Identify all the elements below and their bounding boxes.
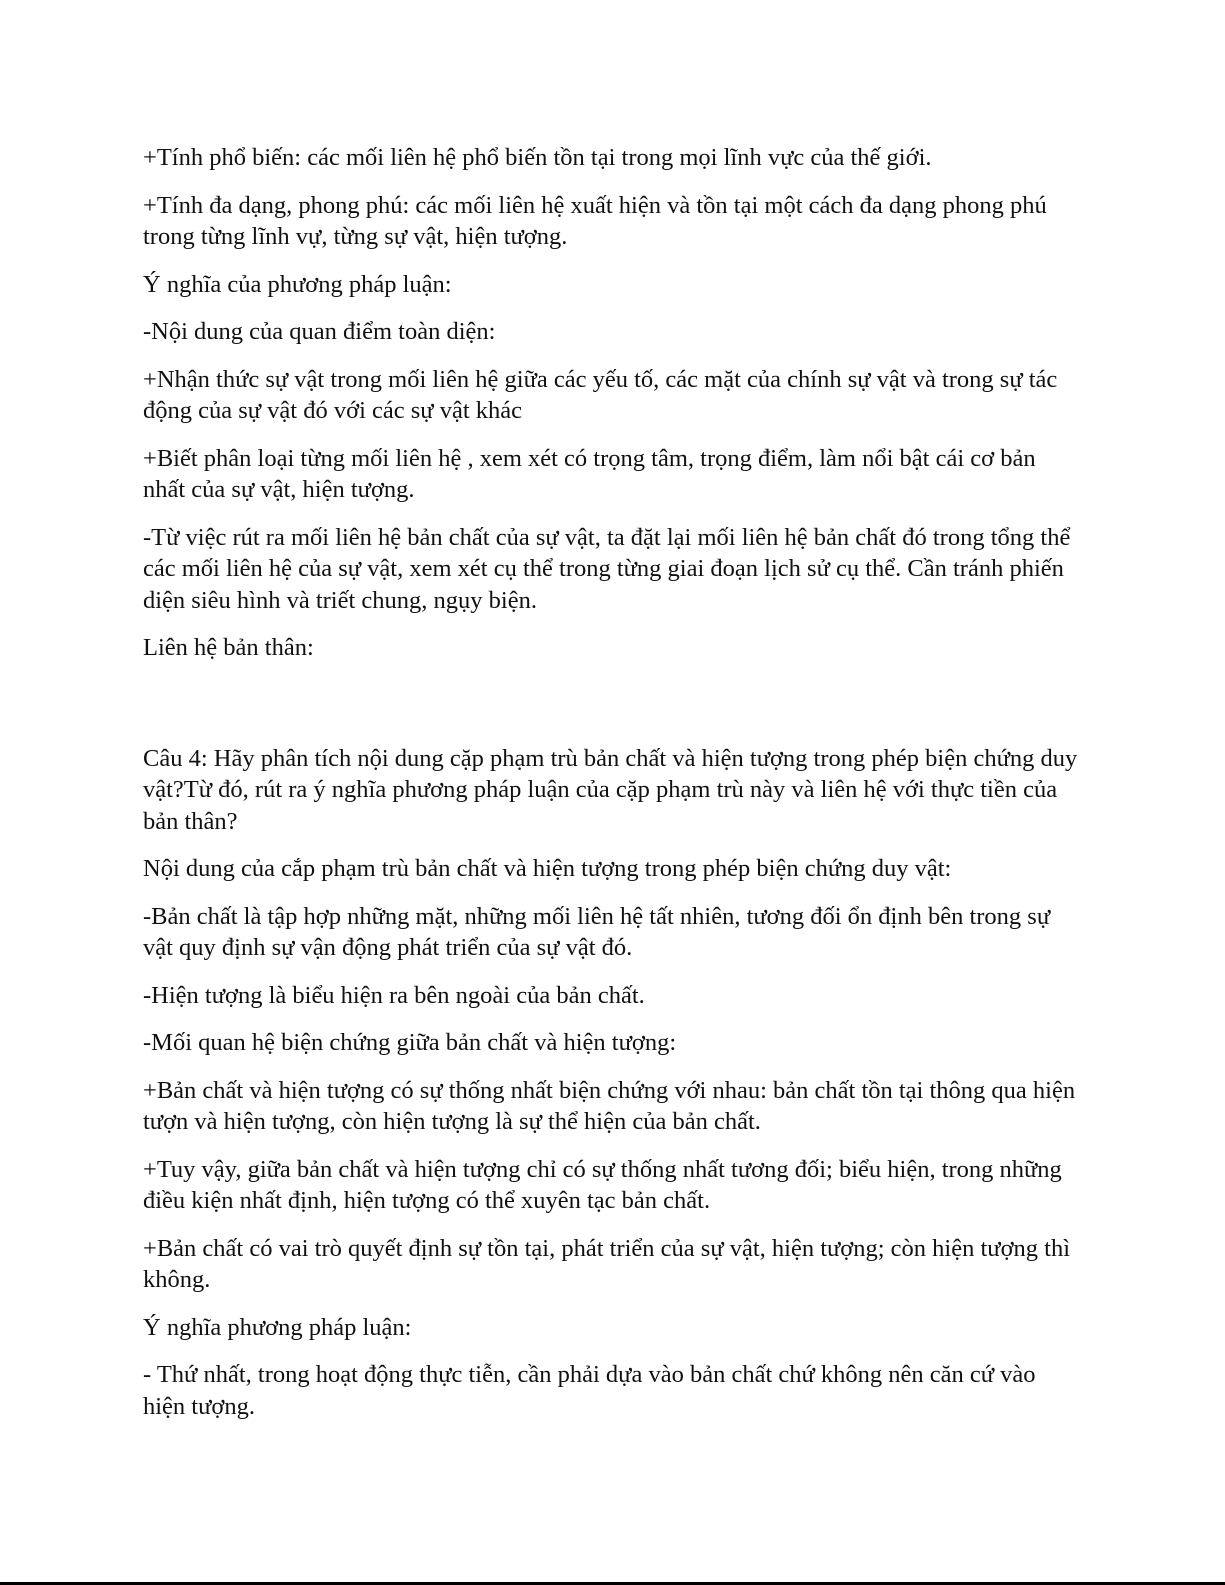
paragraph-thong-nhat-bien-chung: +Bản chất và hiện tượng có sự thống nhất biện chứng với nhau: bản chất tồn tại thông qua hiện tượn và hiện tượng, còn hiện tượng là sự thể hiện của bản chất. <box>143 1076 1076 1135</box>
paragraph-moi-quan-he-bien-chung: -Mối quan hệ biện chứng giữa bản chất và hiện tượng: <box>143 1029 677 1056</box>
paragraph-quan-diem-toan-dien: -Nội dung của quan điểm toàn diện: <box>143 318 496 345</box>
blank-line <box>143 680 1083 743</box>
heading-noi-dung-ban-chat-hien-tuong: Nội dung của cắp phạm trù bản chất và hiện tượng trong phép biện chứng duy vật: <box>143 855 952 882</box>
heading-y-nghia-phuong-phap-luan-2: Ý nghĩa phương pháp luận: <box>143 1313 412 1341</box>
paragraph-moi-lien-he-ban-chat: -Từ việc rút ra mối liên hệ bản chất của sự vật, ta đặt lại mối liên hệ bản chất đó trong tổng thể các mối liên hệ của sự vật, xem xét cụ thể trong từng giai đoạn lịch sử cụ thể. Cần tránh phiến diện siêu hình và triết chung, ngụy biện. <box>143 523 1071 614</box>
paragraph-tinh-pho-bien: +Tính phổ biến: các mối liên hệ phổ biến tồn tại trong mọi lĩnh vực của thế giới. <box>143 144 932 171</box>
paragraph-nhan-thuc-su-vat: +Nhận thức sự vật trong mối liên hệ giữa các yếu tố, các mặt của chính sự vật và trong sự tác động của sự vật đó với các sự vật khác <box>143 365 1058 424</box>
heading-lien-he-ban-than: Liên hệ bản thân: <box>143 634 314 661</box>
paragraph-dinh-nghia-ban-chat: -Bản chất là tập hợp những mặt, những mối liên hệ tất nhiên, tương đối ổn định bên trong sự vật quy định sự vận động phát triển của sự vật đó. <box>143 902 1051 961</box>
paragraph-tinh-da-dang: +Tính đa dạng, phong phú: các mối liên hệ xuất hiện và tồn tại một cách đa dạng phong phú trong từng lĩnh vự, từng sự vật, hiện tượng. <box>143 191 1047 250</box>
question-cau-4: Câu 4: Hãy phân tích nội dung cặp phạm trù bản chất và hiện tượng trong phép biện chứng duy vật?Từ đó, rút ra ý nghĩa phương pháp luận của cặp phạm trù này và liên hệ với thực tiền của bản thân? <box>143 744 1078 835</box>
paragraph-thu-nhat: - Thứ nhất, trong hoạt động thực tiễn, cần phải dựa vào bản chất chứ không nên căn cứ vào hiện tượng. <box>143 1361 1036 1420</box>
document-body <box>143 142 1083 1438</box>
paragraph-thong-nhat-tuong-doi: +Tuy vậy, giữa bản chất và hiện tượng chỉ có sự thống nhất tương đối; biểu hiện, trong những điều kiện nhất định, hiện tượng có thể xuyên tạc bản chất. <box>143 1155 1062 1214</box>
paragraph-phan-loai-moi-lien-he: +Biết phân loại từng mối liên hệ , xem xét có trọng tâm, trọng điểm, làm nổi bật cái cơ bản nhất của sự vật, hiện tượng. <box>143 444 1036 503</box>
paragraph-vai-tro-quyet-dinh: +Bản chất có vai trò quyết định sự tồn tại, phát triển của sự vật, hiện tượng; còn hiện tượng thì không. <box>143 1234 1071 1293</box>
paragraph-dinh-nghia-hien-tuong: -Hiện tượng là biểu hiện ra bên ngoài của bản chất. <box>143 981 645 1009</box>
heading-y-nghia-phuong-phap-luan: Ý nghĩa của phương pháp luận: <box>143 270 452 298</box>
